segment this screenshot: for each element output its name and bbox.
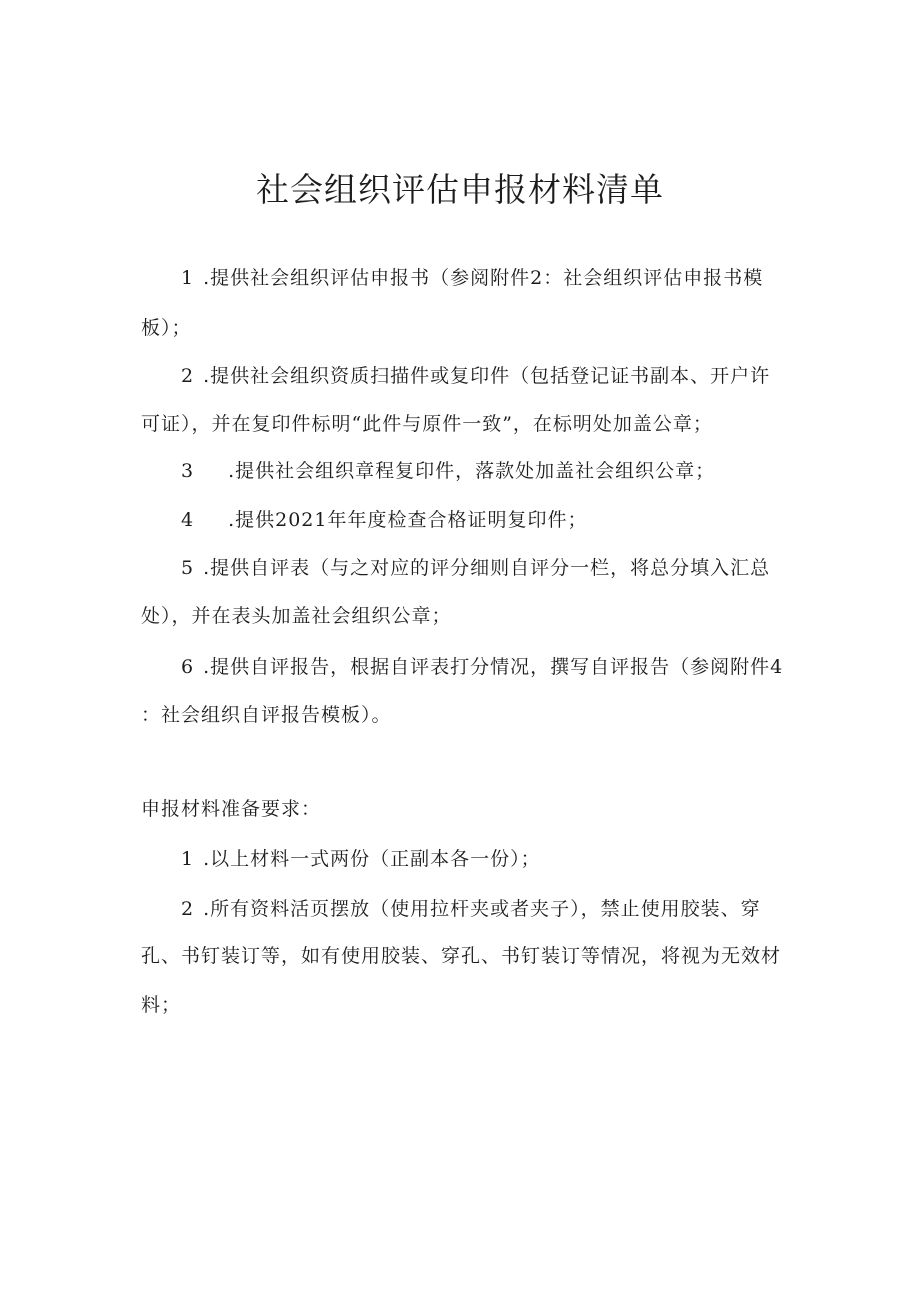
item-text: .提供社会组织评估申报书（参阅附件2：社会组织评估申报书模: [203, 267, 764, 289]
requirement-item-1: [181, 847, 541, 871]
item-number: 6: [181, 656, 195, 678]
item-number: 2: [181, 898, 195, 920]
item-number: 3: [181, 460, 195, 482]
requirement-item-2-continued: 孔、书钉装订等，如有使用胶装、穿孔、书钉装订等情况，将视为无效材: [141, 945, 782, 967]
requirements-heading: 申报材料准备要求：: [141, 798, 322, 820]
list-item-5: [181, 556, 770, 580]
item-text: .提供社会组织资质扫描件或复印件（包括登记证书副本、开户许: [203, 365, 771, 387]
requirement-item-2: [181, 897, 761, 921]
item-number: 5: [181, 557, 195, 579]
list-item-1: [181, 266, 763, 290]
item-text: .提供2021年年度检查合格证明复印件；: [228, 509, 588, 531]
list-item-6-continued: ：社会组织自评报告模板）。: [141, 704, 392, 726]
item-text: .以上材料一式两份（正副本各一份）；: [203, 848, 541, 870]
item-number: 1: [181, 848, 195, 870]
item-number: 4: [181, 509, 195, 531]
item-number: 1: [181, 267, 195, 289]
item-text: .提供自评报告，根据自评表打分情况，撰写自评报告（参阅附件4: [203, 656, 784, 678]
item-text: .提供社会组织章程复印件，落款处加盖社会组织公章；: [228, 460, 716, 482]
document-title: 社会组织评估申报材料清单: [256, 170, 664, 209]
item-number: 2: [181, 365, 195, 387]
list-item-2: [181, 364, 770, 388]
item-text: .提供自评表（与之对应的评分细则自评分一栏，将总分填入汇总: [203, 557, 771, 579]
list-item-5-continued: 处），并在表头加盖社会组织公章；: [141, 605, 452, 627]
list-item-2-continued: 可证），并在复印件标明“此件与原件一致”，在标明处加盖公章；: [141, 413, 713, 435]
list-item-4: [181, 508, 588, 532]
list-item-1-continued: 板）；: [141, 317, 192, 339]
list-item-3: [181, 459, 715, 483]
list-item-6: [181, 655, 783, 679]
item-text: .所有资料活页摆放（使用拉杆夹或者夹子），禁止使用胶装、穿: [203, 898, 761, 920]
requirement-item-2-continued-2: 料；: [141, 994, 182, 1016]
